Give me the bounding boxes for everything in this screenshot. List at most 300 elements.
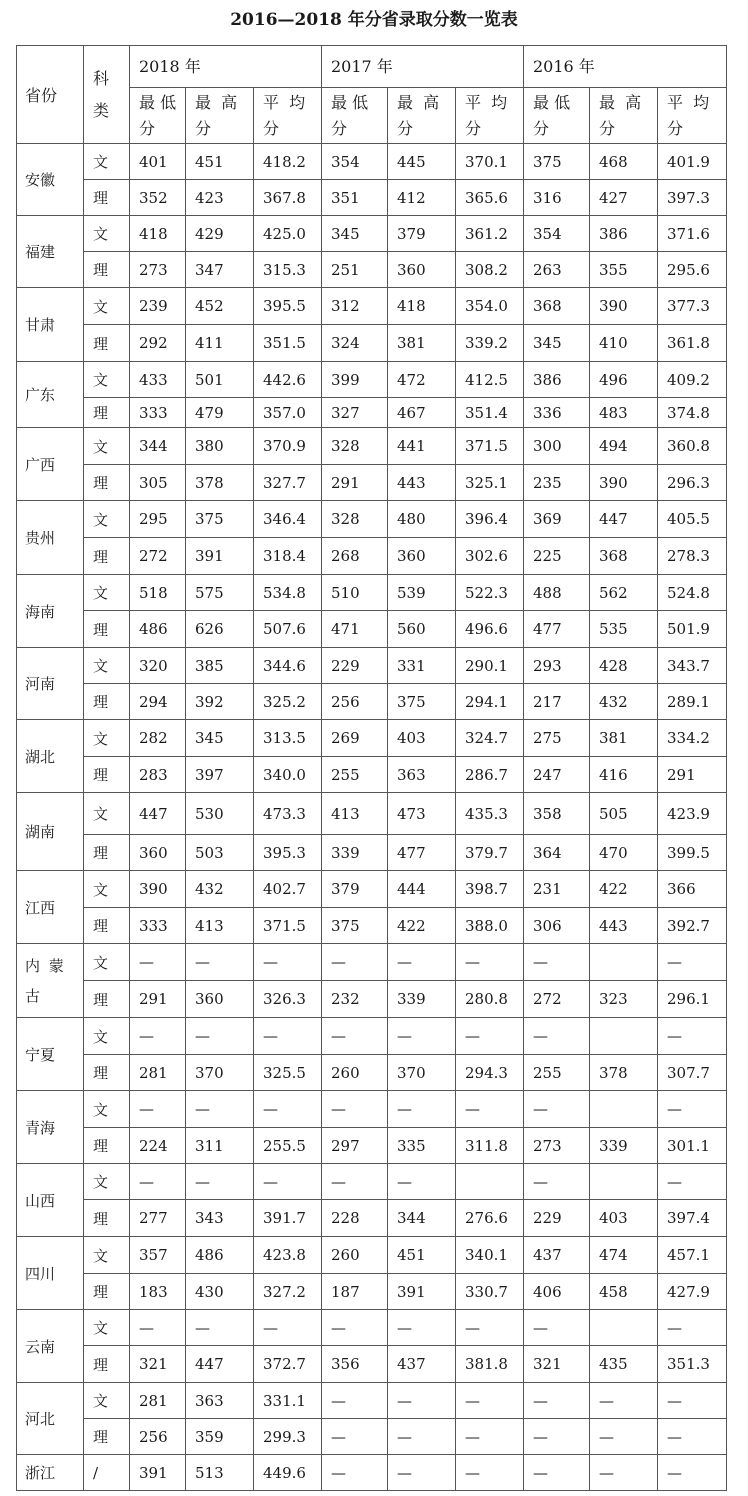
category-cell: 理 <box>84 1419 130 1455</box>
table-row <box>17 1274 727 1310</box>
score-cell: 575 <box>186 575 254 611</box>
score-cell: 347 <box>186 252 254 288</box>
score-cell <box>590 1310 658 1346</box>
table-row <box>17 252 727 288</box>
header-sub-2-0 <box>524 88 590 144</box>
score-cell: 413 <box>186 908 254 944</box>
score-cell: 477 <box>388 835 456 871</box>
score-cell: 355 <box>590 252 658 288</box>
category-cell: 文 <box>84 720 130 757</box>
table-row <box>17 1200 727 1237</box>
score-cell: 260 <box>322 1237 388 1274</box>
table-row <box>17 611 727 648</box>
score-cell: — <box>658 1310 727 1346</box>
score-cell: — <box>186 1310 254 1346</box>
score-cell: 458 <box>590 1274 658 1310</box>
score-cell: 296.3 <box>658 465 727 501</box>
score-cell: 351.5 <box>254 325 322 362</box>
score-cell: 379 <box>388 216 456 252</box>
category-cell: 理 <box>84 1055 130 1091</box>
header-sub-line2: 分 <box>263 118 280 138</box>
header-sub-1-1 <box>388 88 456 144</box>
score-cell: — <box>388 1383 456 1419</box>
score-cell: 379 <box>322 871 388 908</box>
score-cell: 411 <box>186 325 254 362</box>
category-cell: 理 <box>84 684 130 720</box>
score-cell: 371.5 <box>456 428 524 465</box>
score-cell: 327.2 <box>254 1274 322 1310</box>
category-cell: 文 <box>84 501 130 538</box>
category-cell: 文 <box>84 944 130 981</box>
score-cell: 229 <box>524 1200 590 1237</box>
score-cell: 371.5 <box>254 908 322 944</box>
score-cell: 432 <box>590 684 658 720</box>
table-row <box>17 288 727 325</box>
category-cell: 理 <box>84 1346 130 1383</box>
score-cell: 428 <box>590 648 658 684</box>
score-cell: 281 <box>130 1383 186 1419</box>
score-cell: — <box>524 944 590 981</box>
score-cell: — <box>524 1091 590 1128</box>
table-row <box>17 144 727 180</box>
score-cell: — <box>388 944 456 981</box>
score-cell: 367.8 <box>254 180 322 216</box>
score-cell: 313.5 <box>254 720 322 757</box>
score-cell: 386 <box>524 362 590 398</box>
province-name: 河南 <box>17 648 84 720</box>
score-cell: 225 <box>524 538 590 575</box>
score-cell: 260 <box>322 1055 388 1091</box>
table-row <box>17 1310 727 1346</box>
table-row <box>17 1091 727 1128</box>
score-cell: — <box>524 1018 590 1055</box>
score-cell: — <box>590 1455 658 1491</box>
score-cell: 306 <box>524 908 590 944</box>
category-cell: 文 <box>84 575 130 611</box>
score-cell: 398.7 <box>456 871 524 908</box>
score-cell: 268 <box>322 538 388 575</box>
score-cell: — <box>130 1310 186 1346</box>
score-cell: 396.4 <box>456 501 524 538</box>
score-cell: — <box>658 1419 727 1455</box>
score-cell: 231 <box>524 871 590 908</box>
table-row <box>17 362 727 398</box>
category-cell: 理 <box>84 538 130 575</box>
province-name: 内 蒙 古 <box>17 944 84 1018</box>
score-cell: 375 <box>524 144 590 180</box>
header-sub-line2: 分 <box>397 118 414 138</box>
score-cell: 375 <box>322 908 388 944</box>
province-name: 福建 <box>17 216 84 288</box>
score-cell: 334.2 <box>658 720 727 757</box>
header-category-line2: 类 <box>93 100 110 120</box>
category-cell: 理 <box>84 1128 130 1164</box>
score-cell: 445 <box>388 144 456 180</box>
score-cell: 291 <box>658 757 727 793</box>
score-cell: — <box>322 1383 388 1419</box>
table-row <box>17 684 727 720</box>
score-cell: 375 <box>388 684 456 720</box>
score-cell: 328 <box>322 428 388 465</box>
score-cell: 370 <box>388 1055 456 1091</box>
score-cell: 501.9 <box>658 611 727 648</box>
score-cell: — <box>456 1018 524 1055</box>
score-cell: 256 <box>130 1419 186 1455</box>
score-cell: — <box>388 1091 456 1128</box>
score-cell: — <box>254 1310 322 1346</box>
header-sub-line2: 分 <box>465 118 482 138</box>
score-cell: 494 <box>590 428 658 465</box>
score-cell <box>590 1091 658 1128</box>
score-cell: — <box>658 1455 727 1491</box>
score-cell: 416 <box>590 757 658 793</box>
header-sub-2-2 <box>658 88 727 144</box>
score-cell: 443 <box>590 908 658 944</box>
score-cell: 256 <box>322 684 388 720</box>
score-cell: — <box>186 944 254 981</box>
score-cell: — <box>186 1164 254 1200</box>
score-cell: 399 <box>322 362 388 398</box>
score-cell: — <box>456 1310 524 1346</box>
score-cell: 507.6 <box>254 611 322 648</box>
header-sub-0-0 <box>130 88 186 144</box>
table-row <box>17 428 727 465</box>
score-cell: — <box>524 1310 590 1346</box>
category-cell: 理 <box>84 757 130 793</box>
table-row <box>17 1346 727 1383</box>
score-cell: 360 <box>186 981 254 1018</box>
score-cell: 343 <box>186 1200 254 1237</box>
score-cell: 281 <box>130 1055 186 1091</box>
score-cell: 331 <box>388 648 456 684</box>
score-cell: 370.9 <box>254 428 322 465</box>
table-row <box>17 325 727 362</box>
score-cell <box>590 1018 658 1055</box>
score-cell: 443 <box>388 465 456 501</box>
score-cell: 301.1 <box>658 1128 727 1164</box>
header-sub-line1: 最 低 <box>139 92 177 112</box>
score-cell: 292 <box>130 325 186 362</box>
score-cell: 403 <box>590 1200 658 1237</box>
score-cell: 560 <box>388 611 456 648</box>
category-cell: 理 <box>84 908 130 944</box>
score-cell: 339.2 <box>456 325 524 362</box>
header-sub-line1: 平 均 <box>263 92 306 112</box>
header-sub-2-1 <box>590 88 658 144</box>
score-cell: 429 <box>186 216 254 252</box>
score-cell: 381 <box>388 325 456 362</box>
score-cell: 435.3 <box>456 793 524 835</box>
score-cell: 510 <box>322 575 388 611</box>
score-cell: 378 <box>186 465 254 501</box>
score-cell: 295 <box>130 501 186 538</box>
score-cell: 328 <box>322 501 388 538</box>
score-cell: — <box>322 1455 388 1491</box>
score-cell: 402.7 <box>254 871 322 908</box>
province-name: 广西 <box>17 428 84 501</box>
score-cell: 365.6 <box>456 180 524 216</box>
score-cell: 392 <box>186 684 254 720</box>
score-cell: 480 <box>388 501 456 538</box>
score-cell: 399.5 <box>658 835 727 871</box>
table-row <box>17 1383 727 1419</box>
score-cell: 345 <box>524 325 590 362</box>
province-name: 青海 <box>17 1091 84 1164</box>
score-cell: 187 <box>322 1274 388 1310</box>
score-cell: 291 <box>322 465 388 501</box>
score-cell: 345 <box>186 720 254 757</box>
category-cell: 理 <box>84 835 130 871</box>
score-cell: 327.7 <box>254 465 322 501</box>
score-cell: — <box>254 1018 322 1055</box>
score-cell: 351.3 <box>658 1346 727 1383</box>
score-cell: 405.5 <box>658 501 727 538</box>
score-cell <box>456 1164 524 1200</box>
score-cell: — <box>130 1018 186 1055</box>
score-cell: 391 <box>388 1274 456 1310</box>
score-cell: 467 <box>388 398 456 428</box>
category-cell: 文 <box>84 1018 130 1055</box>
score-cell: 370 <box>186 1055 254 1091</box>
score-cell: 371.6 <box>658 216 727 252</box>
score-cell: 626 <box>186 611 254 648</box>
score-cell: 235 <box>524 465 590 501</box>
score-cell: 395.5 <box>254 288 322 325</box>
score-cell: 311 <box>186 1128 254 1164</box>
score-cell: — <box>186 1091 254 1128</box>
score-cell: 368 <box>590 538 658 575</box>
score-cell: 324.7 <box>456 720 524 757</box>
score-cell: 388.0 <box>456 908 524 944</box>
score-cell: 327 <box>322 398 388 428</box>
score-cell: 372.7 <box>254 1346 322 1383</box>
header-year-2018: 2018 年 <box>130 46 322 88</box>
score-cell: 294.1 <box>456 684 524 720</box>
score-cell: 395.3 <box>254 835 322 871</box>
score-cell: 418 <box>388 288 456 325</box>
category-cell: 文 <box>84 216 130 252</box>
header-sub-line1: 最 高 <box>599 92 642 112</box>
score-cell: 363 <box>186 1383 254 1419</box>
score-cell: 352 <box>130 180 186 216</box>
score-cell: — <box>388 1310 456 1346</box>
category-cell: 理 <box>84 981 130 1018</box>
header-sub-1-2 <box>456 88 524 144</box>
score-cell: 312 <box>322 288 388 325</box>
score-cell: 335 <box>388 1128 456 1164</box>
category-cell: 文 <box>84 362 130 398</box>
score-cell: 447 <box>130 793 186 835</box>
province-name: 山西 <box>17 1164 84 1237</box>
score-cell: 418.2 <box>254 144 322 180</box>
score-cell: 318.4 <box>254 538 322 575</box>
score-cell: 305 <box>130 465 186 501</box>
page-title: 2016—2018 年分省录取分数一览表 <box>230 10 518 30</box>
score-cell: 273 <box>524 1128 590 1164</box>
score-cell: 308.2 <box>456 252 524 288</box>
score-cell: 339 <box>322 835 388 871</box>
score-cell: 331.1 <box>254 1383 322 1419</box>
score-cell: 377.3 <box>658 288 727 325</box>
header-sub-line1: 最 低 <box>331 92 369 112</box>
table-row <box>17 648 727 684</box>
score-cell: 513 <box>186 1455 254 1491</box>
score-cell: 333 <box>130 398 186 428</box>
score-cell: 530 <box>186 793 254 835</box>
table-row <box>17 538 727 575</box>
score-cell: 401 <box>130 144 186 180</box>
score-cell: 363 <box>388 757 456 793</box>
province-name: 湖南 <box>17 793 84 871</box>
score-cell: — <box>524 1383 590 1419</box>
score-cell: 345 <box>322 216 388 252</box>
score-cell: 351 <box>322 180 388 216</box>
category-cell: 文 <box>84 1164 130 1200</box>
score-cell: 273 <box>130 252 186 288</box>
score-cell: 272 <box>130 538 186 575</box>
score-cell: 361.2 <box>456 216 524 252</box>
score-cell: 409.2 <box>658 362 727 398</box>
score-cell: 296.1 <box>658 981 727 1018</box>
score-cell: — <box>590 1419 658 1455</box>
category-cell: 理 <box>84 465 130 501</box>
score-cell: — <box>456 944 524 981</box>
score-cell: 325.5 <box>254 1055 322 1091</box>
score-cell: 354 <box>524 216 590 252</box>
score-cell: 224 <box>130 1128 186 1164</box>
score-cell: 418 <box>130 216 186 252</box>
score-cell: 269 <box>322 720 388 757</box>
category-cell: 理 <box>84 180 130 216</box>
score-cell: — <box>254 944 322 981</box>
province-name: 云南 <box>17 1310 84 1383</box>
score-cell: — <box>658 1018 727 1055</box>
score-cell: 496.6 <box>456 611 524 648</box>
score-cell: 385 <box>186 648 254 684</box>
score-cell: 325.1 <box>456 465 524 501</box>
table-row <box>17 465 727 501</box>
score-cell: — <box>658 1164 727 1200</box>
score-cell: — <box>456 1455 524 1491</box>
table-row <box>17 216 727 252</box>
province-name: 广东 <box>17 362 84 428</box>
category-cell: 文 <box>84 1237 130 1274</box>
table-row <box>17 720 727 757</box>
score-cell: 472 <box>388 362 456 398</box>
province-name: 贵州 <box>17 501 84 575</box>
score-cell <box>590 1164 658 1200</box>
score-cell: 483 <box>590 398 658 428</box>
score-cell: 392.7 <box>658 908 727 944</box>
header-sub-line2: 分 <box>599 118 616 138</box>
score-cell: — <box>658 1091 727 1128</box>
score-cell: 217 <box>524 684 590 720</box>
score-cell: — <box>456 1419 524 1455</box>
score-cell: 391 <box>130 1455 186 1491</box>
header-sub-0-2 <box>254 88 322 144</box>
score-cell: 339 <box>590 1128 658 1164</box>
header-sub-line1: 平 均 <box>667 92 710 112</box>
score-cell: 360 <box>130 835 186 871</box>
score-cell: 370.1 <box>456 144 524 180</box>
province-name: 四川 <box>17 1237 84 1310</box>
score-cell: — <box>322 944 388 981</box>
score-cell: 539 <box>388 575 456 611</box>
score-cell: 326.3 <box>254 981 322 1018</box>
table-row <box>17 1455 727 1491</box>
score-cell: 330.7 <box>456 1274 524 1310</box>
score-cell: 275 <box>524 720 590 757</box>
score-cell: 286.7 <box>456 757 524 793</box>
score-cell: 447 <box>186 1346 254 1383</box>
score-cell: 232 <box>322 981 388 1018</box>
score-cell: 302.6 <box>456 538 524 575</box>
score-cell <box>590 944 658 981</box>
province-name: 海南 <box>17 575 84 648</box>
score-cell: 361.8 <box>658 325 727 362</box>
table-row <box>17 501 727 538</box>
table-row <box>17 757 727 793</box>
score-cell: 479 <box>186 398 254 428</box>
score-cell: 474 <box>590 1237 658 1274</box>
score-cell: 381 <box>590 720 658 757</box>
score-cell: 452 <box>186 288 254 325</box>
table-row <box>17 1018 727 1055</box>
score-cell: 344 <box>388 1200 456 1237</box>
category-cell: 文 <box>84 1091 130 1128</box>
header-sub-line1: 最 高 <box>397 92 440 112</box>
score-cell: 251 <box>322 252 388 288</box>
score-cell: 380 <box>186 428 254 465</box>
score-cell: 501 <box>186 362 254 398</box>
score-cell: 522.3 <box>456 575 524 611</box>
score-cell: — <box>590 1383 658 1419</box>
score-cell: 278.3 <box>658 538 727 575</box>
header-sub-line1: 最 高 <box>195 92 238 112</box>
score-cell: 315.3 <box>254 252 322 288</box>
score-cell: 412 <box>388 180 456 216</box>
score-cell: 374.8 <box>658 398 727 428</box>
header-province: 省份 <box>17 46 84 144</box>
score-cell: 369 <box>524 501 590 538</box>
category-cell: 理 <box>84 398 130 428</box>
score-cell: 255 <box>524 1055 590 1091</box>
score-cell: 311.8 <box>456 1128 524 1164</box>
score-cell: 427.9 <box>658 1274 727 1310</box>
table-row <box>17 908 727 944</box>
header-sub-line1: 最 低 <box>533 92 571 112</box>
score-cell: 397 <box>186 757 254 793</box>
score-cell: 307.7 <box>658 1055 727 1091</box>
score-cell: — <box>254 1164 322 1200</box>
header-sub-line2: 分 <box>667 118 684 138</box>
score-cell: 391 <box>186 538 254 575</box>
score-cell: — <box>388 1455 456 1491</box>
category-cell: 理 <box>84 611 130 648</box>
score-cell: 255 <box>322 757 388 793</box>
score-cell: 357 <box>130 1237 186 1274</box>
score-cell: 360 <box>388 252 456 288</box>
score-cell: 255.5 <box>254 1128 322 1164</box>
score-cell: 333 <box>130 908 186 944</box>
score-cell: 379.7 <box>456 835 524 871</box>
score-cell: 441 <box>388 428 456 465</box>
score-cell: 397.4 <box>658 1200 727 1237</box>
province-name: 安徽 <box>17 144 84 216</box>
score-cell: 427 <box>590 180 658 216</box>
header-year-2017: 2017 年 <box>322 46 524 88</box>
table-row <box>17 1164 727 1200</box>
